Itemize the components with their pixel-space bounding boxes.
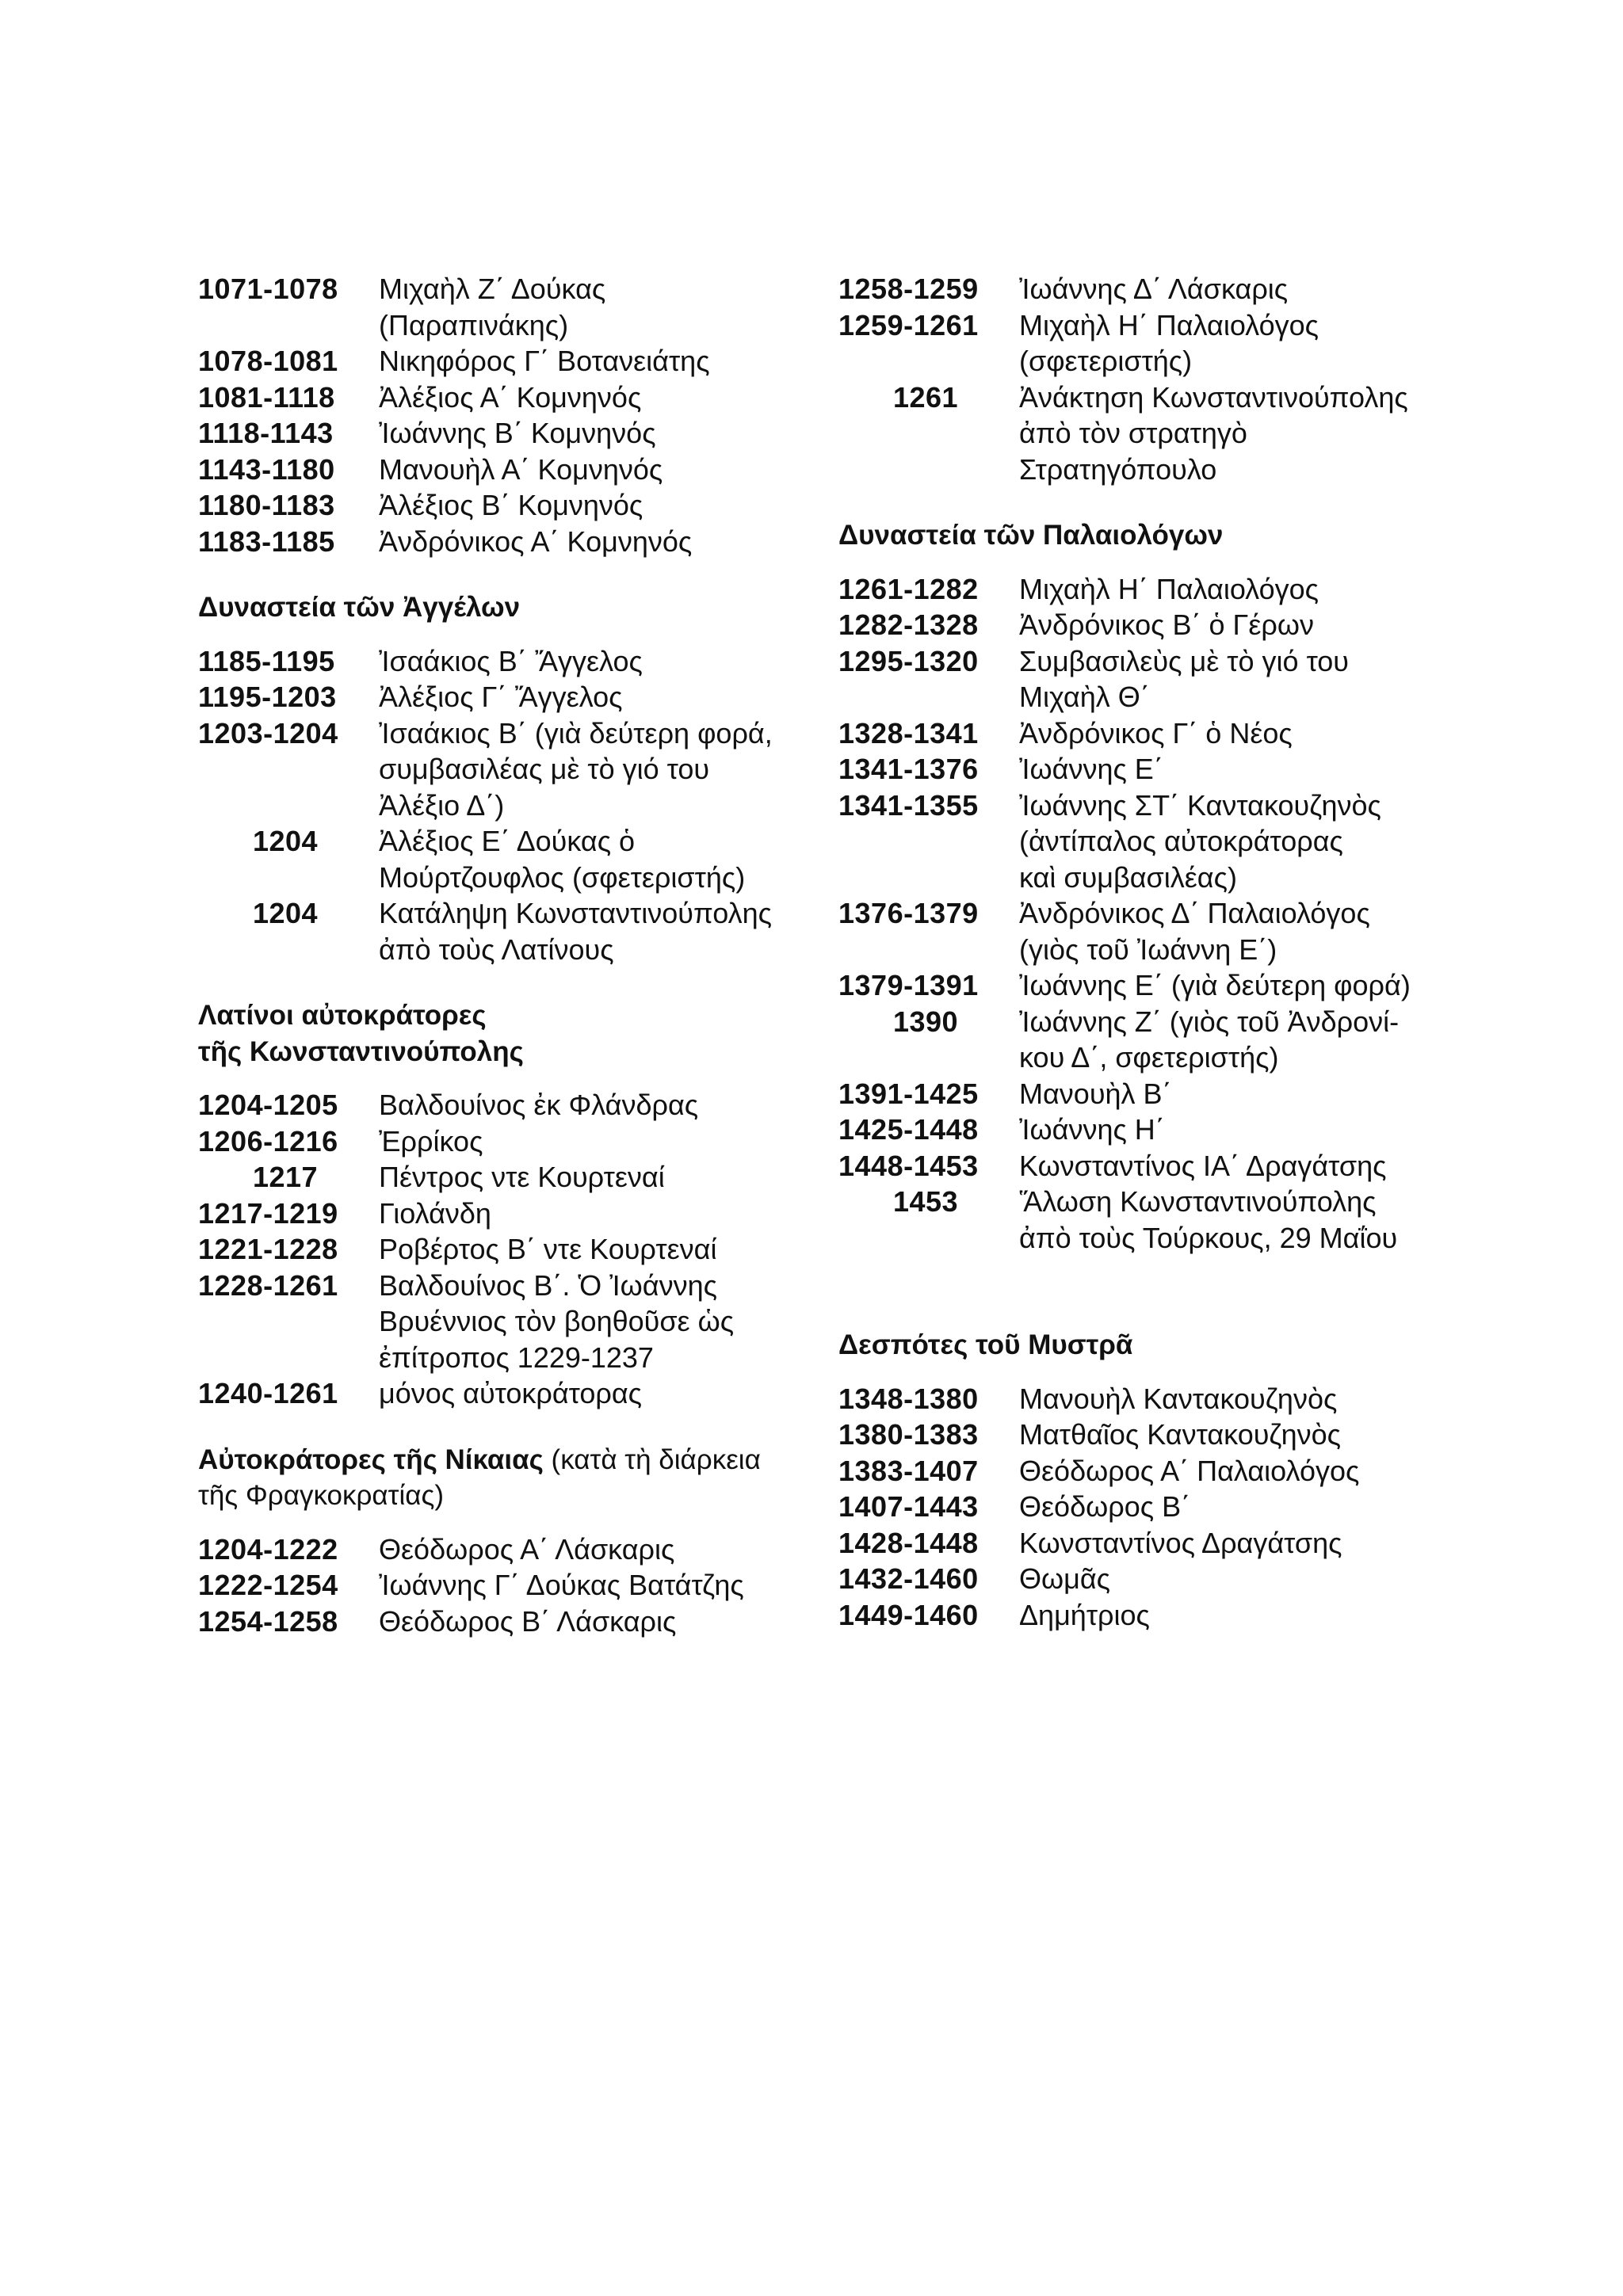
reign-years: 1261 <box>892 380 959 414</box>
ruler-name: Ἰσαάκιος Β΄ (γιὰ δεύτερη φορά, συμβασιλέας μὲ τὸ γιό του Ἀλέξιο Δ΄) <box>379 716 773 822</box>
ruler-name: Κωνσταντίνος Δραγάτσης <box>1019 1526 1342 1559</box>
ruler-entry <box>838 1417 1441 1453</box>
left-column <box>198 271 816 1639</box>
ruler-entry <box>838 607 1441 643</box>
reign-years: 1240-1261 <box>198 1377 338 1409</box>
ruler-entry <box>198 1159 816 1196</box>
reign-years: 1295-1320 <box>838 644 979 677</box>
reign-years: 1183-1185 <box>198 524 335 558</box>
reign-years: 1449-1460 <box>838 1598 979 1631</box>
ruler-entry <box>838 1184 1441 1256</box>
reign-years: 1217 <box>252 1161 319 1193</box>
ruler-entry <box>838 1004 1441 1076</box>
ruler-name: Μιχαὴλ Η΄ Παλαιολόγος (σφετεριστής) <box>1019 308 1319 377</box>
section-note: (κατὰ τὴ διάρκεια τῆς Φραγκοκρατίας) <box>198 1444 761 1511</box>
reign-years: 1071-1078 <box>198 273 338 305</box>
reign-years: 1282-1328 <box>838 608 979 641</box>
ruler-entry <box>198 1604 816 1640</box>
ruler-entry <box>838 1112 1441 1148</box>
reign-years: 1081-1118 <box>198 380 335 414</box>
ruler-name: Μανουὴλ Α΄ Κομνηνός <box>379 452 663 486</box>
ruler-name: Συμβασιλεὺς μὲ τὸ γιό του Μιχαὴλ Θ΄ <box>1019 644 1349 713</box>
ruler-name: Ἰωάννης Β΄ Κομνηνός <box>379 417 656 449</box>
ruler-name: Θωμᾶς <box>1019 1562 1111 1595</box>
ruler-entry <box>198 379 816 416</box>
ruler-entry <box>838 1453 1441 1489</box>
ruler-name: Ἀλέξιος Ε΄ Δούκας ὁ Μούρτζουφλος (σφετεριστής) <box>379 825 746 894</box>
reign-years: 1383-1407 <box>838 1454 979 1487</box>
ruler-entry <box>838 307 1441 379</box>
reign-years: 1195-1203 <box>198 681 337 713</box>
ruler-entry <box>198 643 816 680</box>
ruler-name: Ἀνδρόνικος Γ΄ ὁ Νέος <box>1019 716 1293 749</box>
reign-years: 1328-1341 <box>838 716 979 749</box>
ruler-name: Ροβέρτος Β΄ ντε Κουρτεναί <box>379 1233 717 1265</box>
reign-years: 1380-1383 <box>838 1418 979 1451</box>
ruler-name: Ἰωάννης Ε΄ <box>1019 753 1163 785</box>
section-heading <box>838 517 1441 554</box>
ruler-entry <box>838 379 1441 488</box>
right-column <box>838 271 1441 1633</box>
reign-years: 1204-1222 <box>198 1532 338 1566</box>
ruler-entry <box>838 895 1441 967</box>
section-heading <box>838 1327 1441 1363</box>
ruler-entry <box>198 524 816 560</box>
ruler-name: Ἰωάννης Ε΄ (γιὰ δεύτερη φορά) <box>1019 969 1411 1001</box>
reign-years: 1078-1081 <box>198 345 338 377</box>
reign-years: 1376-1379 <box>838 897 979 929</box>
section-title: Δεσπότες τοῦ Μυστρᾶ <box>838 1329 1133 1360</box>
ruler-entry <box>198 1231 816 1268</box>
ruler-entry <box>198 679 816 715</box>
ruler-name: Θεόδωρος Α΄ Παλαιολόγος <box>1019 1454 1360 1487</box>
ruler-entry <box>198 1567 816 1604</box>
ruler-name: Κατάληψη Κωνσταντινούπολης ἀπὸ τοὺς Λατίνους <box>379 897 773 966</box>
ruler-entry <box>838 715 1441 752</box>
reign-years: 1432-1460 <box>838 1562 979 1595</box>
reign-years: 1204 <box>252 825 319 857</box>
section-title: Δυναστεία τῶν Παλαιολόγων <box>838 520 1224 551</box>
reign-years: 1204 <box>252 897 319 929</box>
reign-years: 1341-1355 <box>838 788 979 822</box>
section-heading <box>198 997 816 1070</box>
reign-years: 1341-1376 <box>838 753 979 785</box>
ruler-name: Ματθαῖος Καντακουζηνὸς <box>1019 1418 1342 1451</box>
ruler-name: Ἰωάννης Η΄ <box>1019 1113 1165 1146</box>
ruler-entry <box>838 1148 1441 1184</box>
ruler-name: Ἀνδρόνικος Β΄ ὁ Γέρων <box>1019 608 1314 641</box>
ruler-name: Θεόδωρος Α΄ Λάσκαρις <box>379 1532 675 1566</box>
ruler-name: Ἰωάννης Ζ΄ (γιὸς τοῦ Ἀνδρονί- κου Δ΄, σφετεριστής) <box>1019 1005 1400 1074</box>
reign-years: 1203-1204 <box>198 716 338 749</box>
reign-years: 1259-1261 <box>838 308 979 341</box>
reign-years: 1448-1453 <box>838 1149 979 1182</box>
reign-years: 1118-1143 <box>198 417 334 449</box>
section-heading <box>198 589 816 626</box>
ruler-name: Ἰωάννης Γ΄ Δούκας Βατάτζης <box>379 1569 744 1601</box>
ruler-name: Ἀλέξιος Γ΄ Ἄγγελος <box>379 681 623 713</box>
ruler-name: Πέντρος ντε Κουρτεναί <box>379 1161 665 1193</box>
ruler-name: Ἀνάκτηση Κωνσταντινούπολης ἀπὸ τὸν στρατηγὸ Στρατηγόπουλο <box>1019 380 1408 486</box>
ruler-entry <box>198 895 816 967</box>
ruler-entry <box>198 715 816 824</box>
ruler-name: Μιχαὴλ Η΄ Παλαιολόγος <box>1019 572 1319 605</box>
ruler-name: Ἰσαάκιος Β΄ Ἄγγελος <box>379 644 643 677</box>
ruler-name: Ἀνδρόνικος Α΄ Κομνηνός <box>379 524 693 558</box>
ruler-entry <box>198 1531 816 1568</box>
ruler-entry <box>198 452 816 488</box>
ruler-entry <box>838 1597 1441 1634</box>
reign-years: 1254-1258 <box>198 1604 338 1638</box>
reign-years: 1217-1219 <box>198 1196 338 1230</box>
ruler-entry <box>198 1375 816 1412</box>
ruler-entry <box>198 1087 816 1123</box>
ruler-entry <box>198 343 816 379</box>
ruler-name: Δημήτριος <box>1019 1598 1150 1631</box>
reign-years: 1180-1183 <box>198 489 335 521</box>
ruler-name: Ἅλωση Κωνσταντινούπολης ἀπὸ τοὺς Τούρκους, 29 Μαΐου <box>1019 1185 1398 1254</box>
ruler-entry <box>198 487 816 524</box>
ruler-entry <box>838 1381 1441 1417</box>
ruler-entry <box>838 967 1441 1004</box>
reign-years: 1204-1205 <box>198 1089 338 1121</box>
ruler-name: Ἀλέξιος Β΄ Κομνηνός <box>379 489 643 521</box>
ruler-name: Βαλδουίνος Β΄. Ὁ Ἰωάννης Βρυέννιος τὸν βοηθοῦσε ὡς ἐπίτροπος 1229-1237 <box>379 1268 735 1374</box>
ruler-name: Ἀλέξιος Α΄ Κομνηνός <box>379 380 642 414</box>
reign-years: 1379-1391 <box>838 969 979 1001</box>
section-title: Δυναστεία τῶν Ἀγγέλων <box>198 592 521 623</box>
ruler-name: Θεόδωρος Β΄ Λάσκαρις <box>379 1604 677 1638</box>
ruler-entry <box>838 788 1441 896</box>
ruler-name: Ἀνδρόνικος Δ΄ Παλαιολόγος (γιὸς τοῦ Ἰωάννη Ε΄) <box>1019 897 1370 966</box>
ruler-name: Βαλδουίνος ἐκ Φλάνδρας <box>379 1089 699 1121</box>
ruler-name: Ἰωάννης ΣΤ΄ Καντακουζηνὸς (ἀντίπαλος αὐτοκράτορας καὶ συμβασιλέας) <box>1019 788 1381 894</box>
ruler-entry <box>198 823 816 895</box>
reign-years: 1221-1228 <box>198 1233 338 1265</box>
reign-years: 1453 <box>892 1185 959 1218</box>
reign-years: 1407-1443 <box>838 1490 979 1523</box>
reign-years: 1428-1448 <box>838 1526 979 1559</box>
ruler-name: Νικηφόρος Γ΄ Βοτανειάτης <box>379 345 710 377</box>
reign-years: 1425-1448 <box>838 1113 979 1146</box>
ruler-entry <box>838 1489 1441 1525</box>
section-title: Λατίνοι αὐτοκράτορες τῆς Κωνσταντινούπολης <box>198 1000 524 1067</box>
ruler-entry <box>838 1076 1441 1112</box>
reign-years: 1228-1261 <box>198 1268 338 1302</box>
ruler-name: Κωνσταντίνος ΙΑ΄ Δραγάτσης <box>1019 1149 1387 1182</box>
section-heading <box>198 1442 816 1514</box>
ruler-name: Μανουὴλ Καντακουζηνὸς <box>1019 1382 1338 1415</box>
reign-years: 1391-1425 <box>838 1077 979 1110</box>
ruler-name: Μανουὴλ Β΄ <box>1019 1077 1172 1110</box>
ruler-entry <box>838 751 1441 788</box>
ruler-entry <box>838 1561 1441 1597</box>
ruler-entry <box>838 271 1441 307</box>
reign-years: 1261-1282 <box>838 572 979 605</box>
ruler-entry <box>198 415 816 452</box>
reign-years: 1206-1216 <box>198 1124 338 1158</box>
ruler-name: Μιχαὴλ Ζ΄ Δούκας (Παραπινάκης) <box>379 273 606 341</box>
ruler-name: Γιολάνδη <box>379 1196 491 1230</box>
ruler-entry <box>198 1123 816 1160</box>
ruler-name: Ἐρρίκος <box>379 1124 483 1158</box>
ruler-entry <box>198 271 816 343</box>
ruler-entry <box>838 1525 1441 1562</box>
ruler-name: Ἰωάννης Δ΄ Λάσκαρις <box>1019 273 1289 305</box>
ruler-entry <box>198 1268 816 1376</box>
ruler-entry <box>838 571 1441 608</box>
ruler-entry <box>838 643 1441 715</box>
reign-years: 1348-1380 <box>838 1382 979 1415</box>
reign-years: 1258-1259 <box>838 273 979 305</box>
reign-years: 1222-1254 <box>198 1569 338 1601</box>
ruler-name: Θεόδωρος Β΄ <box>1019 1490 1191 1523</box>
reign-years: 1143-1180 <box>198 452 335 486</box>
section-title: Αὐτοκράτορες τῆς Νίκαιας <box>198 1444 544 1475</box>
reign-years: 1390 <box>892 1005 959 1038</box>
reign-years: 1185-1195 <box>198 644 335 677</box>
ruler-entry <box>198 1196 816 1232</box>
ruler-name: μόνος αὐτοκράτορας <box>379 1377 643 1409</box>
